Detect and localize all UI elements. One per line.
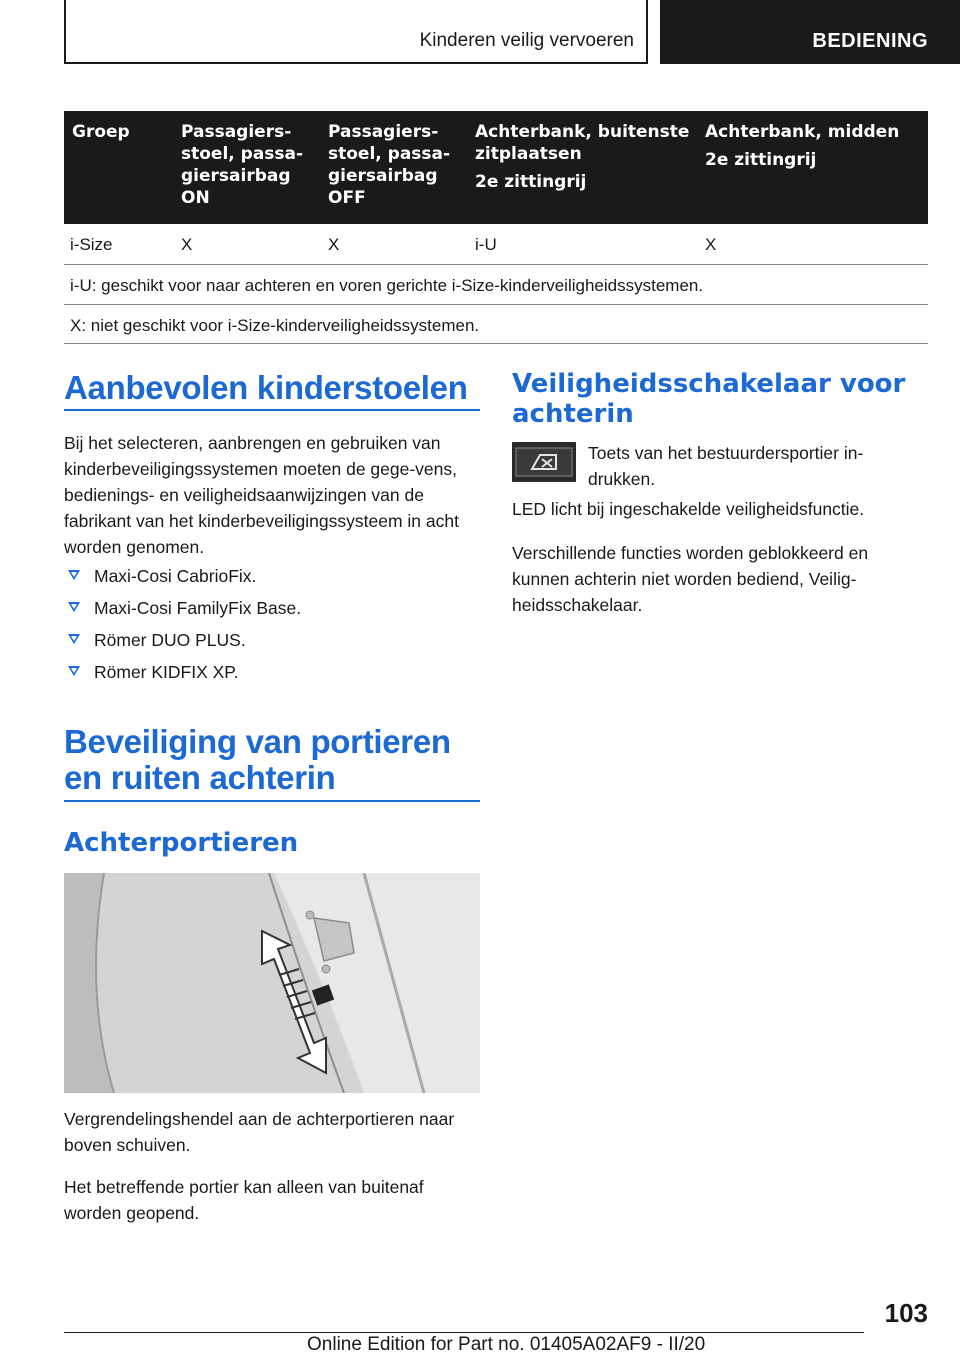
press-instruction: Toets van het bestuurdersportier in- drukken. bbox=[588, 443, 864, 489]
caption-lever: Vergrendelingshendel aan de achterportieren naar boven schuiven. bbox=[64, 1109, 455, 1155]
edition-footer: Online Edition for Part no. 01405A02AF9 - II/20 bbox=[307, 1334, 706, 1355]
section-label: BEDIENING bbox=[812, 30, 928, 52]
cell-group: i-Size bbox=[70, 235, 113, 254]
page-number: 103 bbox=[884, 1298, 928, 1328]
list-item: Römer KIDFIX XP. bbox=[64, 659, 480, 685]
cell-rear-outer: i-U bbox=[475, 235, 497, 254]
heading-recommended-seats: Aanbevolen kinderstoelen bbox=[64, 369, 468, 406]
list-item: Maxi-Cosi FamilyFix Base. bbox=[64, 595, 480, 621]
heading-rule bbox=[64, 800, 480, 802]
table-note-iu: i-U: geschikt voor naar achteren en voren gerichte i-Size-kinderveiligheidssystemen. bbox=[64, 265, 928, 305]
chapter-title: Kinderen veilig vervoeren bbox=[419, 30, 634, 51]
heading-safety-switch: Veiligheidsschakelaar voor achterin bbox=[512, 369, 906, 429]
th-airbag-off: Passagiers-stoel, passa-giersairbag OFF bbox=[328, 122, 451, 208]
list-item: Römer DUO PLUS. bbox=[64, 627, 480, 653]
door-lock-illustration bbox=[64, 873, 480, 1093]
list-item: Maxi-Cosi CabrioFix. bbox=[64, 563, 480, 589]
cell-rear-middle: X bbox=[705, 235, 717, 254]
th-airbag-on: Passagiers-stoel, passa-giersairbag ON bbox=[181, 122, 304, 208]
triangle-bullet-icon bbox=[68, 570, 80, 580]
footer-rule bbox=[64, 1332, 864, 1333]
table-header bbox=[64, 111, 928, 224]
isize-table bbox=[64, 111, 928, 335]
heading-rule bbox=[64, 409, 480, 411]
th-rear-middle: Achterbank, midden 2e zittingrij bbox=[705, 122, 900, 170]
caption-open-outside: Het betreffende portier kan alleen van buitenaf worden geopend. bbox=[64, 1177, 424, 1223]
intro-paragraph: Bij het selecteren, aanbrengen en gebruiken van kinderbeveiligingssystemen moeten de gege-vens, bedienings- en veiligheidsaanwijzingen van de fabrikant van het kinderbeveiligingssysteem in acht worden genomen. bbox=[64, 433, 459, 557]
triangle-bullet-icon bbox=[68, 666, 80, 676]
chapter-header-box bbox=[64, 0, 648, 64]
cell-airbag-on: X bbox=[181, 235, 193, 254]
seat-list bbox=[64, 563, 480, 691]
cell-airbag-off: X bbox=[328, 235, 340, 254]
section-tab bbox=[660, 0, 960, 64]
triangle-bullet-icon bbox=[68, 602, 80, 612]
blocked-functions-note: Verschillende functies worden geblokkeerd en kunnen achterin niet worden bediend, Veilig-heidsschakelaar. bbox=[512, 543, 869, 615]
heading-rear-doors: Achterportieren bbox=[64, 828, 299, 858]
table-row bbox=[64, 224, 928, 265]
table-note-x: X: niet geschikt voor i-Size-kinderveiligheidssystemen. bbox=[64, 305, 928, 344]
th-rear-outer: Achterbank, buitenste zitplaatsen 2e zittingrij bbox=[475, 122, 690, 192]
led-note: LED licht bij ingeschakelde veiligheidsfunctie. bbox=[512, 499, 865, 519]
window-lock-button-icon bbox=[512, 442, 576, 482]
th-groep: Groep bbox=[72, 122, 130, 142]
heading-secure-doors: Beveiliging van portieren en ruiten achterin bbox=[64, 723, 451, 796]
triangle-bullet-icon bbox=[68, 634, 80, 644]
